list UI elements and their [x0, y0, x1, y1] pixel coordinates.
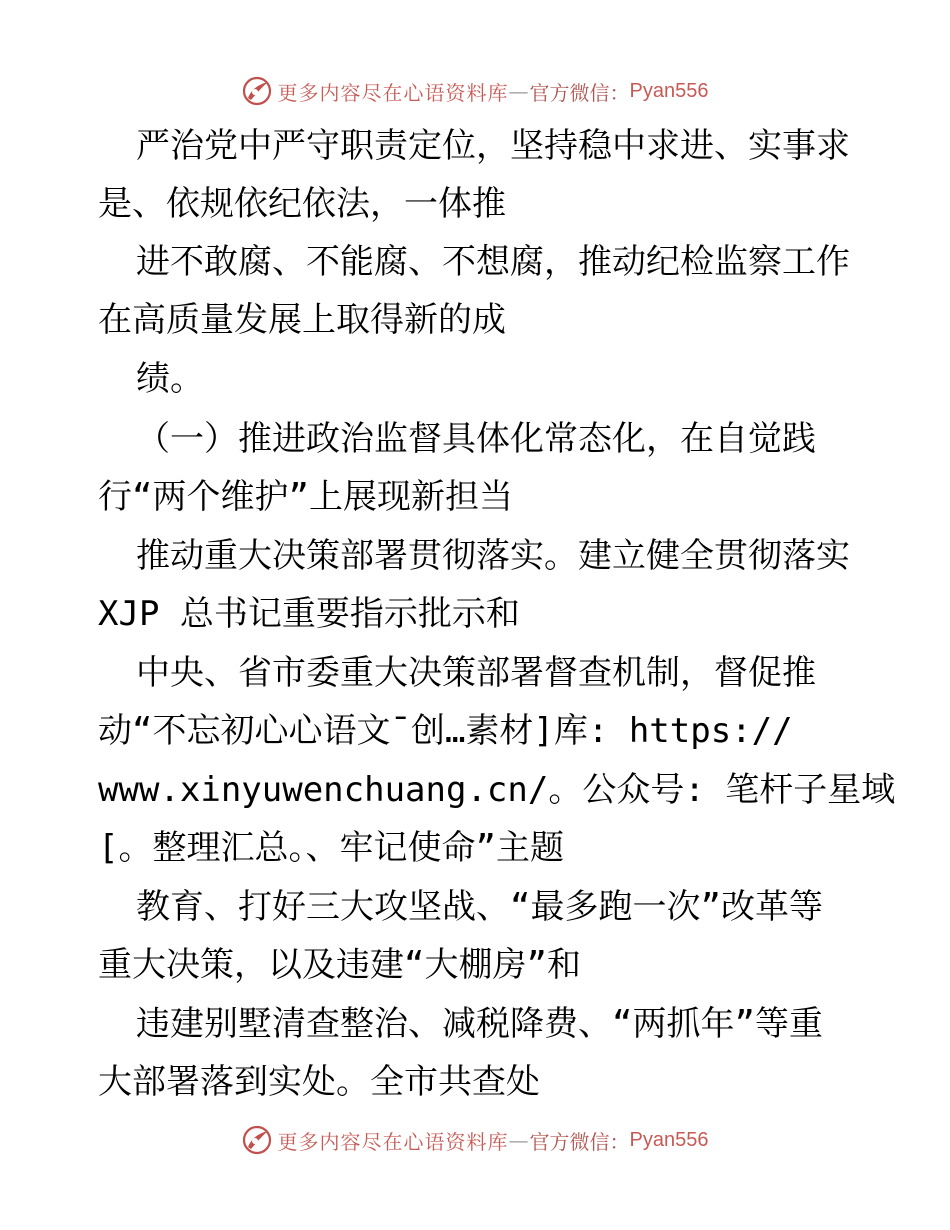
- banner-wechat-id: Pyan556: [629, 79, 709, 102]
- banner-slogan: 更多内容尽在心语资料库: [277, 1129, 509, 1154]
- body-line: 动“不忘初心心语文¯创…素材]库: https://: [98, 711, 793, 751]
- body-line: 进不敢腐、不能腐、不想腐，推动纪检监察工作: [136, 242, 850, 282]
- body-line: [。整理汇总。、牢记使命”主题: [98, 828, 564, 868]
- banner-wechat-label: 官方微信：: [529, 80, 630, 105]
- header-watermark-banner: [0, 71, 950, 111]
- pen-logo-icon: [242, 1125, 272, 1155]
- body-line: 重大决策，以及违建“大棚房”和: [98, 945, 581, 985]
- banner-separator: —: [508, 1128, 530, 1152]
- body-line: 绩。: [136, 359, 204, 399]
- banner-wechat-label: 官方微信：: [529, 1129, 630, 1154]
- body-line: 在高质量发展上取得新的成: [98, 300, 506, 340]
- section-heading: （一）推进政治监督具体化常态化，在自觉践: [136, 419, 816, 459]
- pen-logo-icon: [242, 76, 272, 106]
- body-line: 违建别墅清查整治、减税降费、“两抓年”等重: [136, 1004, 823, 1044]
- banner-slogan: 更多内容尽在心语资料库: [277, 80, 509, 105]
- banner-separator: —: [508, 79, 530, 103]
- body-line: 推动重大决策部署贯彻落实。建立健全贯彻落实: [136, 536, 850, 576]
- body-line: 严治党中严守职责定位，坚持稳中求进、实事求: [136, 126, 850, 166]
- body-line: 中央、省市委重大决策部署督查机制，督促推: [136, 653, 816, 693]
- banner-wechat-id: Pyan556: [629, 1128, 709, 1151]
- body-line: 是、依规依纪依法，一体推: [98, 184, 506, 224]
- body-line: www.xinyuwenchuang.cn/。公众号: 笔杆子星域: [98, 770, 896, 810]
- body-line: XJP 总书记重要指示批示和: [98, 594, 520, 634]
- body-line: 教育、打好三大攻坚战、“最多跑一次”改革等: [136, 887, 823, 927]
- body-line: 大部署落到实处。全市共查处: [98, 1062, 540, 1102]
- footer-watermark-banner: [0, 1120, 950, 1160]
- body-line: 行“两个维护”上展现新担当: [98, 477, 513, 517]
